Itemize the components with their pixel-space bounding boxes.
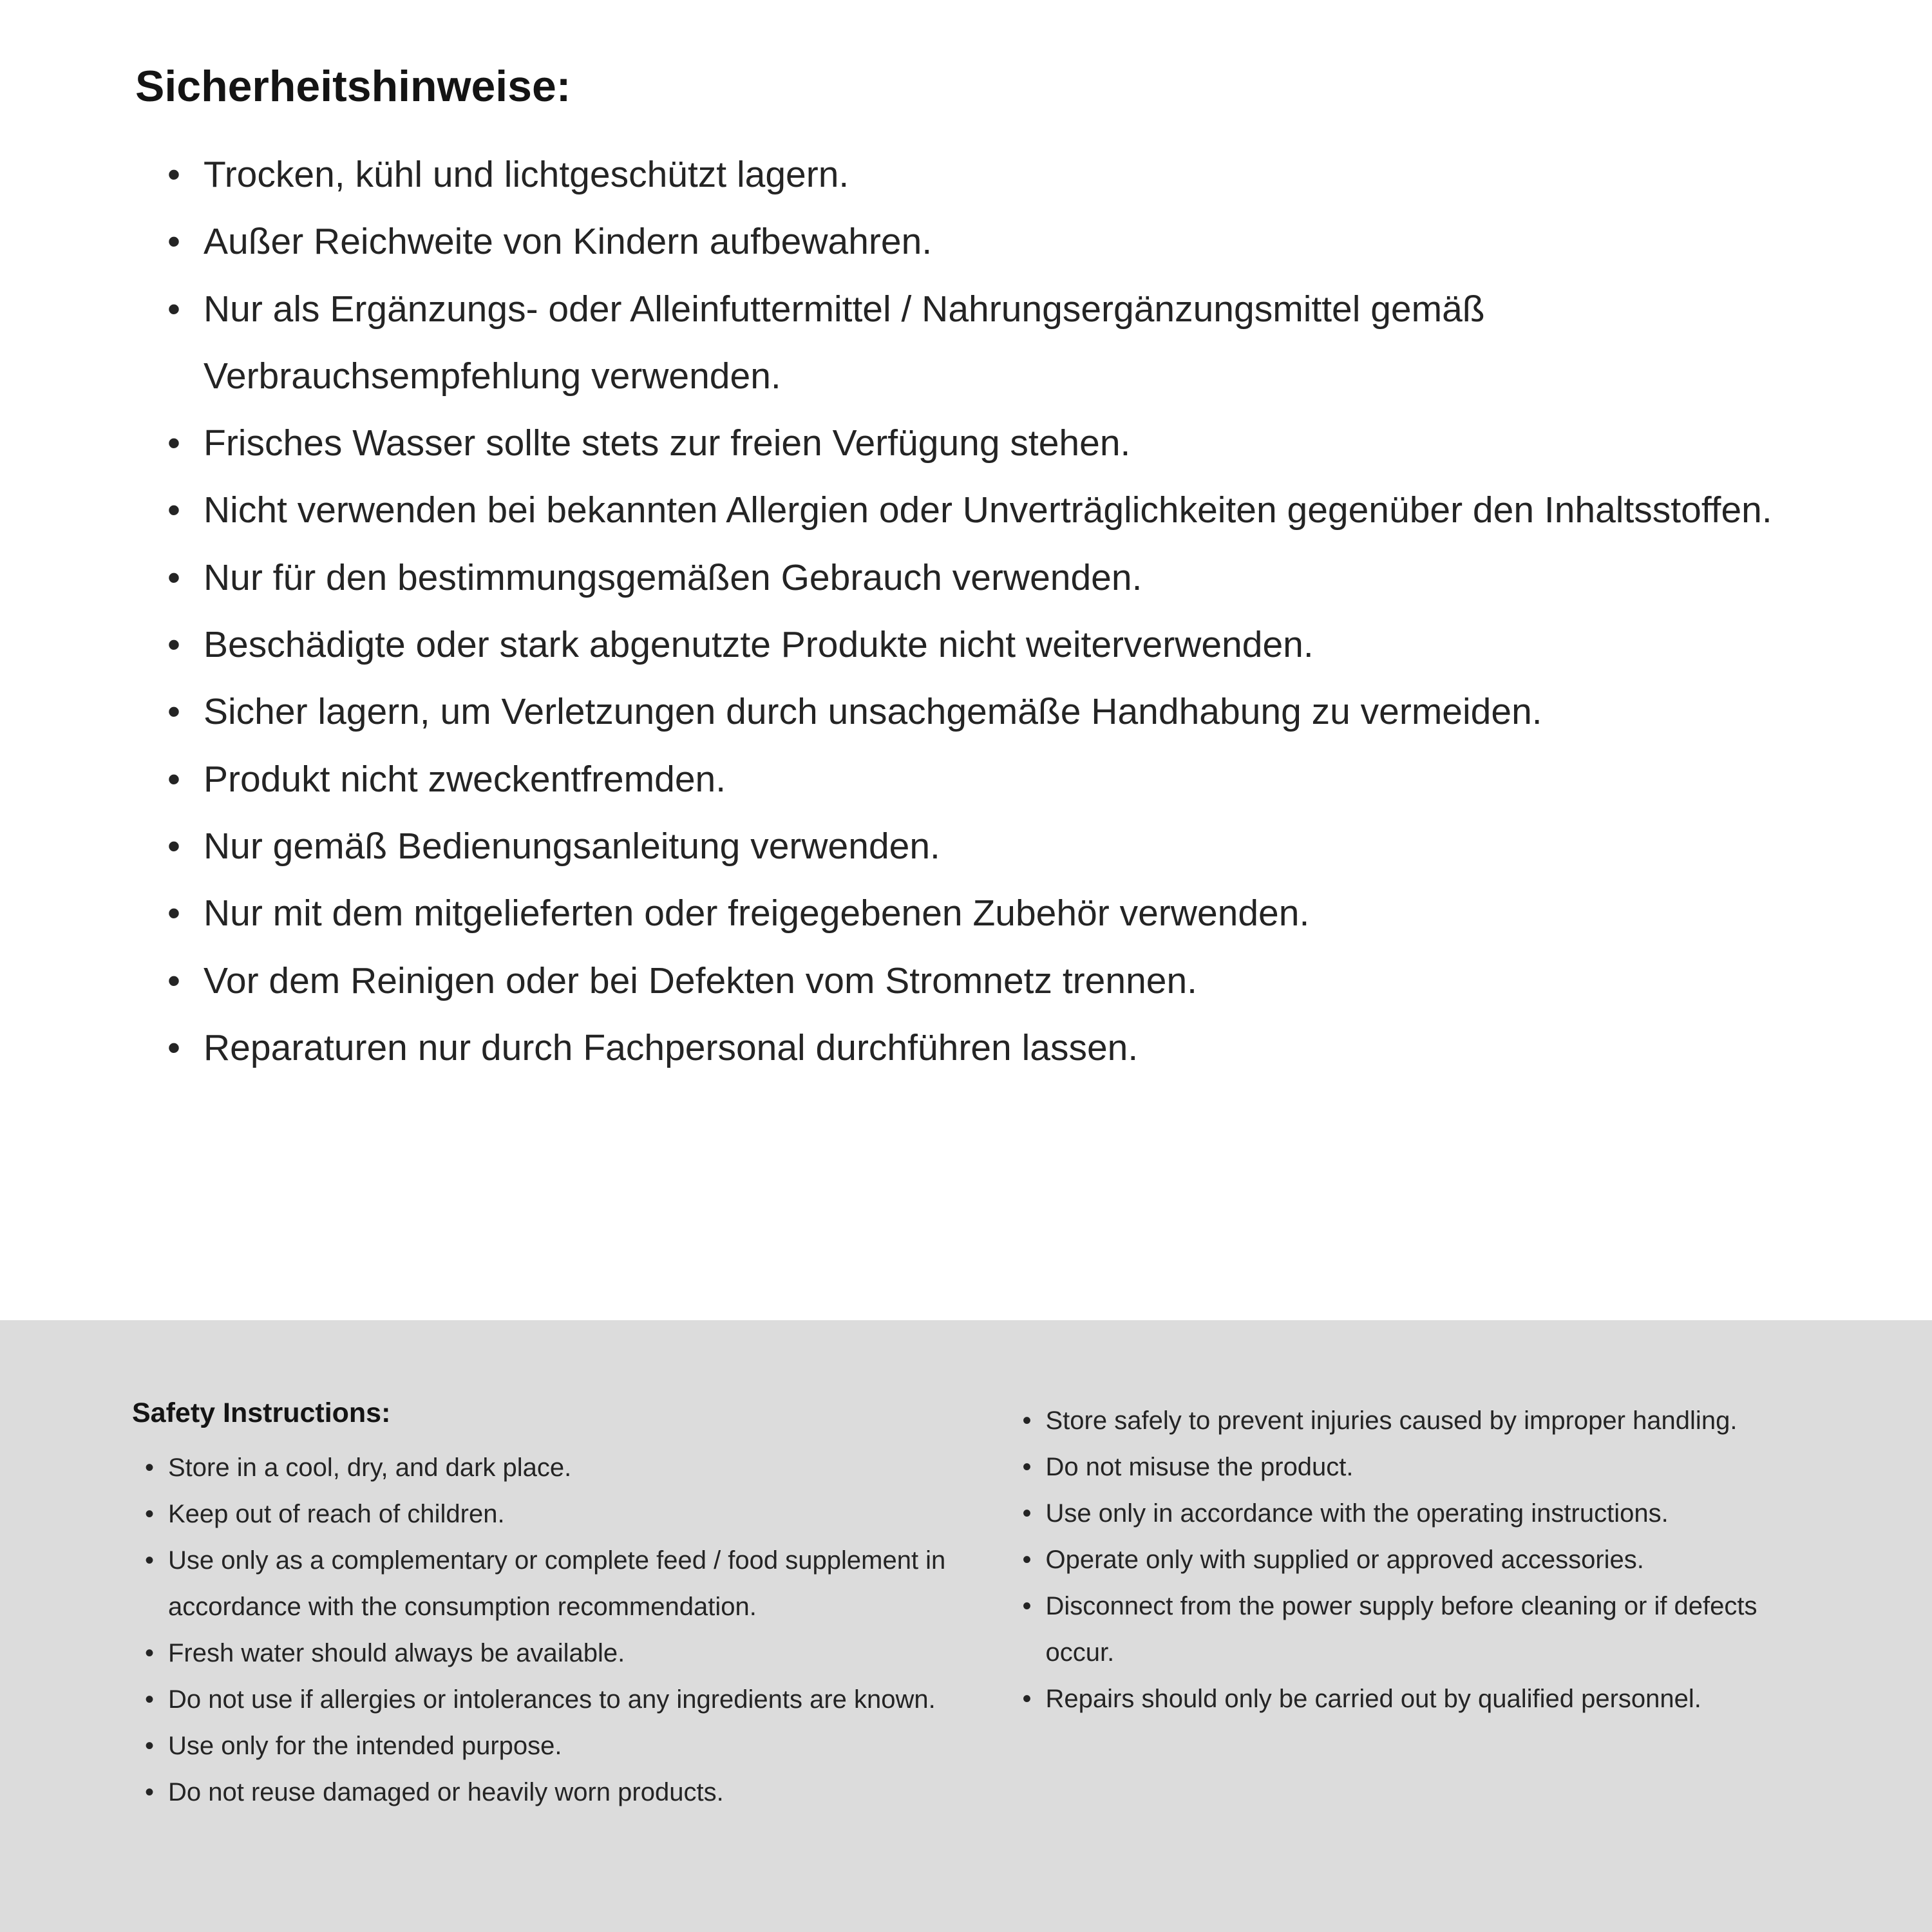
list-item: [167, 544, 1784, 611]
bullet-marker: •: [167, 893, 180, 934]
list-item-text: Repairs should only be carried out by qualified personnel.: [1045, 1685, 1701, 1713]
list-item: [145, 1444, 952, 1491]
list-item: [167, 880, 1784, 947]
bullet-marker: •: [167, 960, 180, 1001]
english-section-title: Safety Instructions:: [132, 1397, 391, 1428]
bullet-marker: •: [167, 489, 180, 531]
bullet-marker: •: [145, 1639, 155, 1667]
list-item-text: Disconnect from the power supply before cleaning or if defects occur.: [1045, 1592, 1757, 1667]
list-item-text: Use only in accordance with the operating instructions.: [1045, 1499, 1669, 1528]
german-section-title: Sicherheitshinweise:: [135, 62, 571, 111]
english-safety-section: [0, 1320, 1932, 1932]
list-item-text: Use only for the intended purpose.: [168, 1732, 562, 1760]
english-safety-list-left: [132, 1444, 952, 1815]
list-item-text: Sicher lagern, um Verletzungen durch unsachgemäße Handhabung zu vermeiden.: [204, 691, 1542, 733]
bullet-marker: •: [1022, 1592, 1032, 1620]
list-item-text: Store in a cool, dry, and dark place.: [168, 1454, 572, 1482]
list-item-text: Do not reuse damaged or heavily worn products.: [168, 1778, 724, 1806]
list-item: [167, 410, 1784, 477]
list-item: [167, 1014, 1784, 1081]
bullet-marker: •: [1022, 1406, 1032, 1435]
list-item-text: Use only as a complementary or complete feed / food supplement in accordance with the consumption recommendation.: [168, 1546, 946, 1621]
list-item-text: Produkt nicht zweckentfremden.: [204, 758, 726, 800]
bullet-marker: •: [145, 1778, 155, 1806]
list-item: [167, 678, 1784, 745]
bullet-marker: •: [167, 221, 180, 263]
list-item-text: Do not use if allergies or intolerances to any ingredients are known.: [168, 1685, 936, 1714]
bullet-marker: •: [167, 422, 180, 464]
bullet-marker: •: [167, 1027, 180, 1068]
list-item: [1023, 1444, 1830, 1490]
list-item: [167, 813, 1784, 880]
list-item-text: Nur mit dem mitgelieferten oder freigegebenen Zubehör verwenden.: [204, 893, 1310, 934]
bullet-marker: •: [167, 154, 180, 195]
list-item: [145, 1630, 952, 1676]
list-item: [1023, 1537, 1830, 1583]
bullet-marker: •: [167, 825, 180, 867]
list-item: [145, 1769, 952, 1815]
list-item: [167, 141, 1784, 208]
bullet-marker: •: [167, 288, 180, 330]
list-item-text: Frisches Wasser sollte stets zur freien Verfügung stehen.: [204, 422, 1131, 464]
list-item: [1023, 1583, 1830, 1676]
bullet-marker: •: [1022, 1546, 1032, 1574]
list-item-text: Do not misuse the product.: [1045, 1453, 1354, 1481]
list-item-text: Operate only with supplied or approved accessories.: [1045, 1546, 1644, 1574]
list-item: [145, 1491, 952, 1537]
list-item: [167, 611, 1784, 678]
list-item-text: Nur gemäß Bedienungsanleitung verwenden.: [204, 825, 940, 867]
list-item-text: Fresh water should always be available.: [168, 1639, 625, 1667]
bullet-marker: •: [167, 624, 180, 666]
list-item-text: Beschädigte oder stark abgenutzte Produkte nicht weiterverwenden.: [204, 624, 1314, 666]
list-item-text: Nur für den bestimmungsgemäßen Gebrauch verwenden.: [204, 556, 1142, 598]
list-item: [1023, 1676, 1830, 1722]
list-item: [145, 1723, 952, 1769]
list-item-text: Nur als Ergänzungs- oder Alleinfuttermittel / Nahrungsergänzungsmittel gemäß Verbrauchsempfehlung verwenden.: [204, 288, 1485, 397]
bullet-marker: •: [145, 1500, 155, 1528]
list-item-text: Trocken, kühl und lichtgeschützt lagern.: [204, 154, 849, 195]
list-item-text: Vor dem Reinigen oder bei Defekten vom Stromnetz trennen.: [204, 960, 1198, 1001]
bullet-marker: •: [167, 691, 180, 733]
german-safety-list: [135, 141, 1784, 1081]
english-safety-list-right: [1010, 1397, 1830, 1722]
list-item-text: Keep out of reach of children.: [168, 1500, 505, 1528]
list-item-text: Store safely to prevent injuries caused by improper handling.: [1045, 1406, 1738, 1435]
list-item: [1023, 1397, 1830, 1444]
bullet-marker: •: [145, 1685, 155, 1714]
list-item: [167, 746, 1784, 813]
bullet-marker: •: [167, 556, 180, 598]
list-item: [167, 208, 1784, 275]
list-item: [145, 1676, 952, 1723]
list-item-text: Nicht verwenden bei bekannten Allergien oder Unverträglichkeiten gegenüber den Inhaltsstoffen.: [204, 489, 1772, 531]
english-right-column: [1010, 1397, 1830, 1932]
bullet-marker: •: [1022, 1499, 1032, 1528]
bullet-marker: •: [145, 1454, 155, 1482]
bullet-marker: •: [1022, 1453, 1032, 1481]
list-item-text: Außer Reichweite von Kindern aufbewahren.: [204, 221, 933, 263]
bullet-marker: •: [1022, 1685, 1032, 1713]
list-item: [167, 947, 1784, 1014]
list-item: [145, 1537, 952, 1630]
bullet-marker: •: [145, 1732, 155, 1760]
list-item: [167, 276, 1784, 410]
english-left-column: [132, 1397, 952, 1932]
list-item: [1023, 1490, 1830, 1537]
list-item-text: Reparaturen nur durch Fachpersonal durchführen lassen.: [204, 1027, 1139, 1068]
bullet-marker: •: [145, 1546, 155, 1575]
bullet-marker: •: [167, 758, 180, 800]
list-item: [167, 477, 1784, 544]
